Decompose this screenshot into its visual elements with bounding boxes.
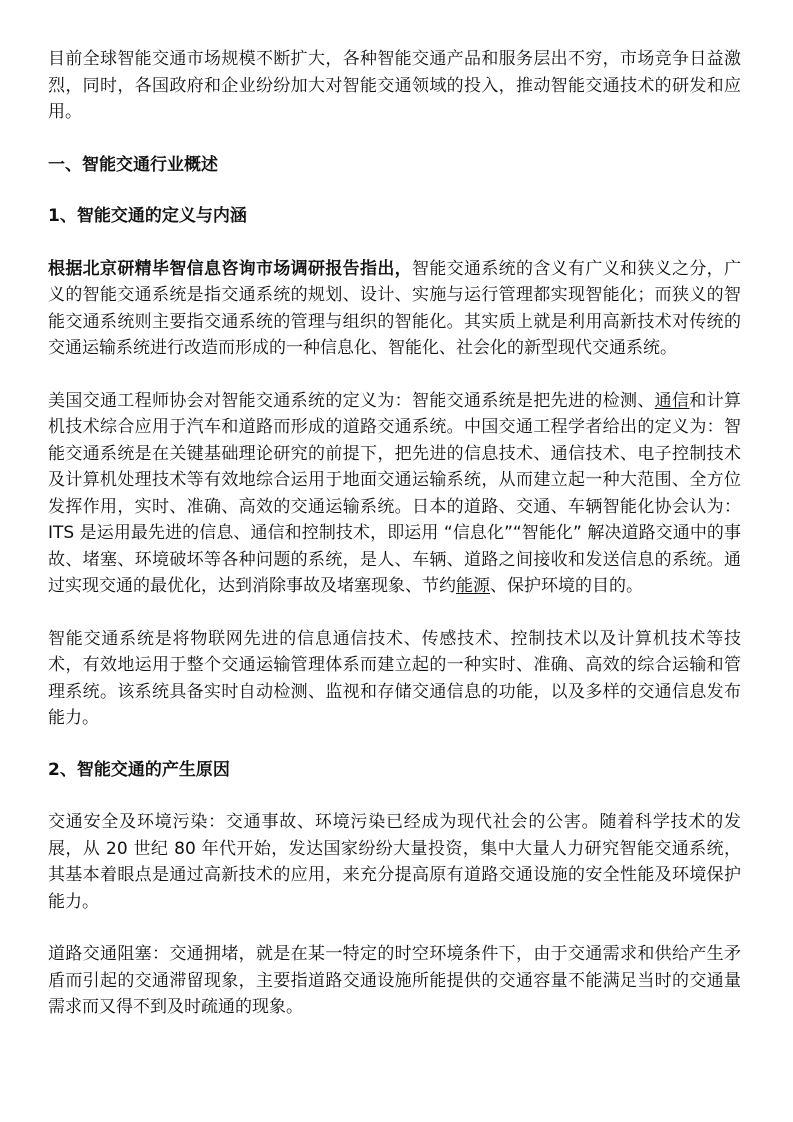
definition-paragraph-2-part-b: 和计算机技术综合应用于汽车和道路而形成的道路交通系统。中国交通工程学者给出的定义为：智能交通系统是在关键基础理论研究的前提下，把先进的信息技术、通信技术、电子控制技术及计算机处理技术等有效地综合运用于地面交通运输系统，从而建立起一种大范围、全方位发挥作用，实时、准确、高效的交通运输系统。日本的道路、交通、车辆智能化协会认为：ITS 是运用最先进的信息、通信和控制技术，即运用 “信息化”“智能化” 解决道路交通中的事故、堵塞、环境破坏等各种问题的系统，是人、车辆、道路之间接收和发送信息的系统。通过实现交通的最优化，达到消除事故及堵塞现象、节约 [48,390,742,596]
subheading-definition: 1、智能交通的定义与内涵 [48,206,247,226]
cause-paragraph-safety: 交通安全及环境污染：交通事故、环境污染已经成为现代社会的公害。随着科学技术的发展，从 20 世纪 80 年代开始，发达国家纷纷大量投资，集中大量人力研究智能交通系统，其基本着眼点是通过高新技术的应用，来充分提高原有道路交通设施的安全性能及环境保护能力。 [48,812,741,912]
definition-paragraph-1 [48,256,741,362]
definition-paragraph-3: 智能交通系统是将物联网先进的信息通信技术、传感技术、控制技术以及计算机技术等技术，有效地运用于整个交通运输管理体系而建立起的一种实时、准确、高效的综合运输和管理系统。该系统具备实时自动检测、监视和存储交通信息的功能，以及多样的交通信息发布能力。 [48,628,741,728]
energy-link[interactable]: 能源 [456,576,490,596]
section-heading-overview: 一、智能交通行业概述 [48,154,218,175]
cause-paragraph-congestion: 道路交通阻塞：交通拥堵，就是在某一特定的时空环境条件下，由于交通需求和供给产生矛盾而引起的交通滞留现象，主要指道路交通设施所能提供的交通容量不能满足当时的交通量需求而又得不到及时疏通的现象。 [48,944,741,1017]
communication-link[interactable]: 通信 [654,390,690,411]
definition-paragraph-2 [48,388,741,600]
source-lead-text: 根据北京研精毕智信息咨询市场调研报告指出， [48,258,412,279]
subheading-causes: 2、智能交通的产生原因 [48,759,230,780]
definition-paragraph-2-part-c: 、保护环境的目的。 [490,576,643,596]
definition-paragraph-2-part-a: 美国交通工程师协会对智能交通系统的定义为：智能交通系统是把先进的检测、 [48,390,655,411]
definition-paragraph-1-body: 智能交通系统的含义有广义和狭义之分，广义的智能交通系统是指交通系统的规划、设计、实施与运行管理都实现智能化；而狭义的智能交通系统则主要指交通系统的管理与组织的智能化。其实质上就是利用高新技术对传统的交通运输系统进行改造而形成的一种信息化、智能化、社会化的新型现代交通系统。 [48,258,741,358]
intro-paragraph: 目前全球智能交通市场规模不断扩大，各种智能交通产品和服务层出不穷，市场竞争日益激烈，同时，各国政府和企业纷纷加大对智能交通领域的投入，推动智能交通技术的研发和应用。 [48,49,741,122]
